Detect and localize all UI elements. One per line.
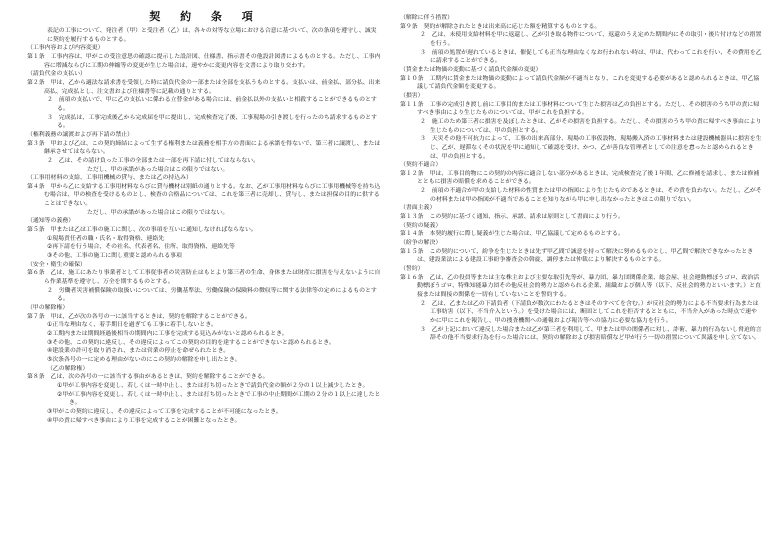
clause-heading: （賃金または物価の変動に基づく請負代金額の変更）	[400, 66, 542, 73]
clause-heading: （請負代金の支払い）	[27, 71, 86, 78]
clause-text: 第６条 乙は、施工にあたり事業者として工事従事者の災害防止はもとより第三者の生命、身体または財産に損害を与えないように自ら作業基準を遵守し、万全を期するものとする。	[27, 270, 381, 286]
clause-text: ただし、甲の承諾があった場合はこの限りではない。	[87, 209, 229, 216]
clause-text: ２ 労働者災害補償保険の取扱いについては、労働基準法、労働保険の保険料の徴収等に関する法律等の定めによるものとする。	[47, 287, 377, 303]
clause-heading: （乙の解除権）	[47, 365, 89, 372]
clause-text: ④建設業の許可を取り消され、または営業の停止を命ぜられたとき。	[47, 348, 230, 355]
clause-text: ①甲が工事内容を変更し、若しくは一時中止し、または打ち切ったときで請負代金の額が２分の１以上減少したとき。	[57, 382, 369, 389]
clause-text: 第８条 乙は、次の各号の一に該当する事由があるときは、契約を解除することができる。	[27, 374, 269, 381]
clause-heading: （甲の解除権）	[27, 305, 69, 311]
right-column	[400, 14, 762, 343]
clause-text: 表記の工事について、発注者（甲）と受注者（乙）は、各々の対等な立場における合意に基づいて、次の条項を遵守し、誠実に契約を履行するものとする。	[47, 28, 377, 43]
clause-text: 第９条 契約が解除されたときは出来高に応じた額を精算するものとする。	[400, 23, 601, 30]
clause-text: ３ 完成払は、工事完成後乙から完成届を甲に提出し、完成検査完了後、工事現場の引き渡しを行ったのち請求するものとする。	[47, 114, 377, 130]
clause-text: 第１２条 甲は、工事目的物にこの契約の内容に適合しない部分があるときは、完成検査完了後１年間、乙に修補を請求し、または修補とともに損害の賠償を求めることができる。	[400, 170, 760, 186]
clause-text: ３ 乙が上記において違反した場合または乙が第三者を利用して、甲または甲の関係者に対し、詐術、暴力的行為ないし脅迫的言辞その他不当要求行為を行った場合には、契約の解除および損害賠償など甲が行う一切の措置について異議を申し立てない。	[420, 326, 762, 342]
clause-text: ③その他、工事の施工に関し重要と認められる事項	[47, 253, 182, 260]
clause-text: 第１６条 乙は、乙の役員等または主な株主および主要な取引先等が、暴力団、暴力団関係企業、総会屋、社会運動標ぼうゴロ、政治活動標ぼうゴロ、特殊知能暴力団その他反社会的勢力と認められる企業、組織および個人等（以下、反社会的勢力といいます。）と直接または間接の関係を一切有していないことを誓約する。	[400, 274, 761, 298]
clause-text: 第１１条 工事の完成引き渡し前に工事目的または工事材料について生じた損害は乙の負担とする。ただし、その損害のうち甲の責に帰すべき事由により生じたものについては、甲がこれを負担する。	[400, 101, 760, 117]
clause-heading: （安全・衛生の確保）	[27, 261, 86, 268]
clause-text: ②甲が工事内容を変更し、若しくは一時中止し、または打ち切ったときで工事の中止期間が工期の２分の１以上に達したとき。	[57, 391, 381, 407]
clause-text: ②工期内または期間経過後相当の期間内に工事を完成する見込みがないと認められるとき。	[47, 330, 288, 337]
clause-text: ２ 前項の支払いで、甲に乙の支払いに係わる立替金がある場合には、前金払以外の支払いと相殺することができるものとする。	[47, 97, 377, 112]
clause-text: 第１５条 この契約について、紛争を生じたときは先ず甲乙間で誠意を持って解決に努めるものとし、甲乙間で解決できなかったときは、建設業法による建設工事紛争審査会の斡旋、調停または仲裁により解決するものとする。	[400, 248, 754, 264]
clause-heading: （損害）	[400, 92, 424, 99]
clause-heading: （権利義務の譲渡および再下請の禁止）	[27, 131, 134, 138]
clause-text: ２ 前項の不適合が甲の支給した材料の性質または甲の指図により生じたものであるときは、その責を負わない。ただし、乙がその材料または甲の指図が不適当であることを知りながら甲に申し出なかったときはこの限りでない。	[420, 188, 762, 203]
clause-text: ②再下請を行う場合、その社名、代表者名、住所、取得資格、連絡先等	[47, 244, 235, 251]
clause-text: 第１条 工事内容は、甲がこの受注意思の確認に提示した設計図、仕様書、指示書その他設計図書によるものとする。ただし、工事内容に増減ならびに工期の伸縮等の変更が生じた場合は、速やかに変更内容を文書により取り交わす。	[27, 53, 381, 69]
clause-text: ２ 施工のため第三者に損害を及ぼしたときは、乙がその損害を負担する。ただし、その損害のうち甲の責に帰すべき事由により生じたものについては、甲の負担とする。	[420, 118, 762, 134]
clause-text: ２ 乙は、未使用支給材料を甲に返還し、乙が引き取る物件について、返還のうえ定めた期間内にその取引・後片付けなどの措置を行う。	[420, 32, 762, 47]
left-column	[27, 27, 382, 425]
clause-text: ２ 乙は、その請け負った工事の全部または一部を再下請に付してはならない。	[47, 157, 260, 164]
clause-text: ③甲がこの契約に違反し、その違反によって工事を完成することが不可能になったとき。	[47, 408, 282, 415]
clause-heading: （契約の疑義）	[400, 222, 442, 229]
clause-text: ⑤次条各号の一に定める理由がないのにこの契約の解除を申し出たとき。	[47, 356, 241, 363]
clause-text: ３ 天災その他不可抗力によって、工事の出来高部分、現場の工事仮設物、現場搬入済の工事材料または建設機械器具に損害を生じ、乙が、遅滞なくその状況を甲に通知して確認を受け、かつ、乙が善良な管理者としての注意を怠ったと認められるときは、甲の負担とする。	[420, 136, 762, 160]
clause-text: 第２条 甲は、乙から適法な請求書を受領した時に請負代金の一部または全部を支払うものとする。支払いは、前金払、部分払、出来高払、完成払とし、注文書および仕様書等に記載の通りとする。	[27, 79, 381, 95]
clause-text: 第１０条 工期内に賃金または物価の変動によって請負代金額が不適当となり、これを変更する必要があると認められるときは、甲乙協議して請負代金額を変更する。	[400, 75, 760, 91]
clause-text: 第５条 甲または乙は工事の施工に関し、次の事項を互いに通知しなければならない。	[27, 227, 257, 234]
clause-heading: （通知等の義務）	[27, 218, 75, 225]
clause-text: ３ 前項の処置が遅れているときは、催促しても正当な理由なくなお行われない時は、甲は、代わってこれを行い、その費用を乙に請求することができる。	[420, 49, 762, 65]
clause-text: 第３条 甲および乙は、この契約締結によって生ずる権利または義務を相手方の書面による承諾を得ないで、第三者に譲渡し、または継承させてはならない。	[27, 140, 381, 156]
clause-text: 第１４条 本契約履行に際し疑義が生じた場合は、甲乙協議して定めるものとする。	[400, 231, 624, 238]
clause-text: ①現場責任者の職・氏名・取得資格、連絡先	[47, 235, 165, 242]
clause-text: 第１３条 この契約に基づく通知、指示、承諾、請求は原則として書面により行う。	[400, 214, 624, 221]
clause-heading: （工事内容および内容変更）	[27, 45, 104, 52]
clause-text: ④甲の責に帰すべき事由により工事を完成することが困難となったとき。	[47, 417, 241, 424]
clause-text: ①正当な理由なく、着手期日を過ぎても工事に着手しないとき。	[47, 322, 217, 329]
document-title: 契 約 条 項	[149, 10, 261, 23]
clause-heading: （工事用材料の支給、工事用機械の貸与、または乙の持込み）	[27, 175, 192, 182]
clause-heading: （契約不適合）	[400, 162, 442, 169]
clause-heading: （解除に伴う措置）	[400, 15, 454, 21]
clause-text: 第４条 甲から乙に支給する工事用材料ならびに貸与機材は別紙の通りとする。なお、乙が工事用材料ならびに工事用機械等を持ち込む場合は、甲の検査を受けるものとし、検査の合格品については、これを第三者に売却し、貸与し、または担保の目的に供することはできない。	[27, 183, 381, 208]
clause-heading: （紛争の解決）	[400, 240, 442, 247]
clause-text: ２ 乙は、乙または乙の下請負者（下請負が数次にわたるときはそのすべてを含む。）が反社会的勢力による不当要求行為または工事妨害（以下、不当介入という。）を受けた場合には、断固としてこれを拒否するとともに、不当介入があった時点で速やかに甲にこれを報告し、甲の捜査機関への通報および報告等への協力に必要な協力を行う。	[420, 300, 759, 324]
clause-heading: （書面主義）	[400, 205, 436, 212]
clause-text: ただし、甲の承諾があった場合はこの限りではない。	[87, 166, 229, 173]
clause-text: ③その他、この契約に違反し、その違反によってこの契約の目的を達することができないと認められるとき。	[47, 339, 335, 346]
clause-heading: （誓約）	[400, 266, 424, 273]
clause-text: 第７条 甲は、乙が次の各号の一に該当するときは、契約を解除することができる。	[27, 313, 251, 320]
